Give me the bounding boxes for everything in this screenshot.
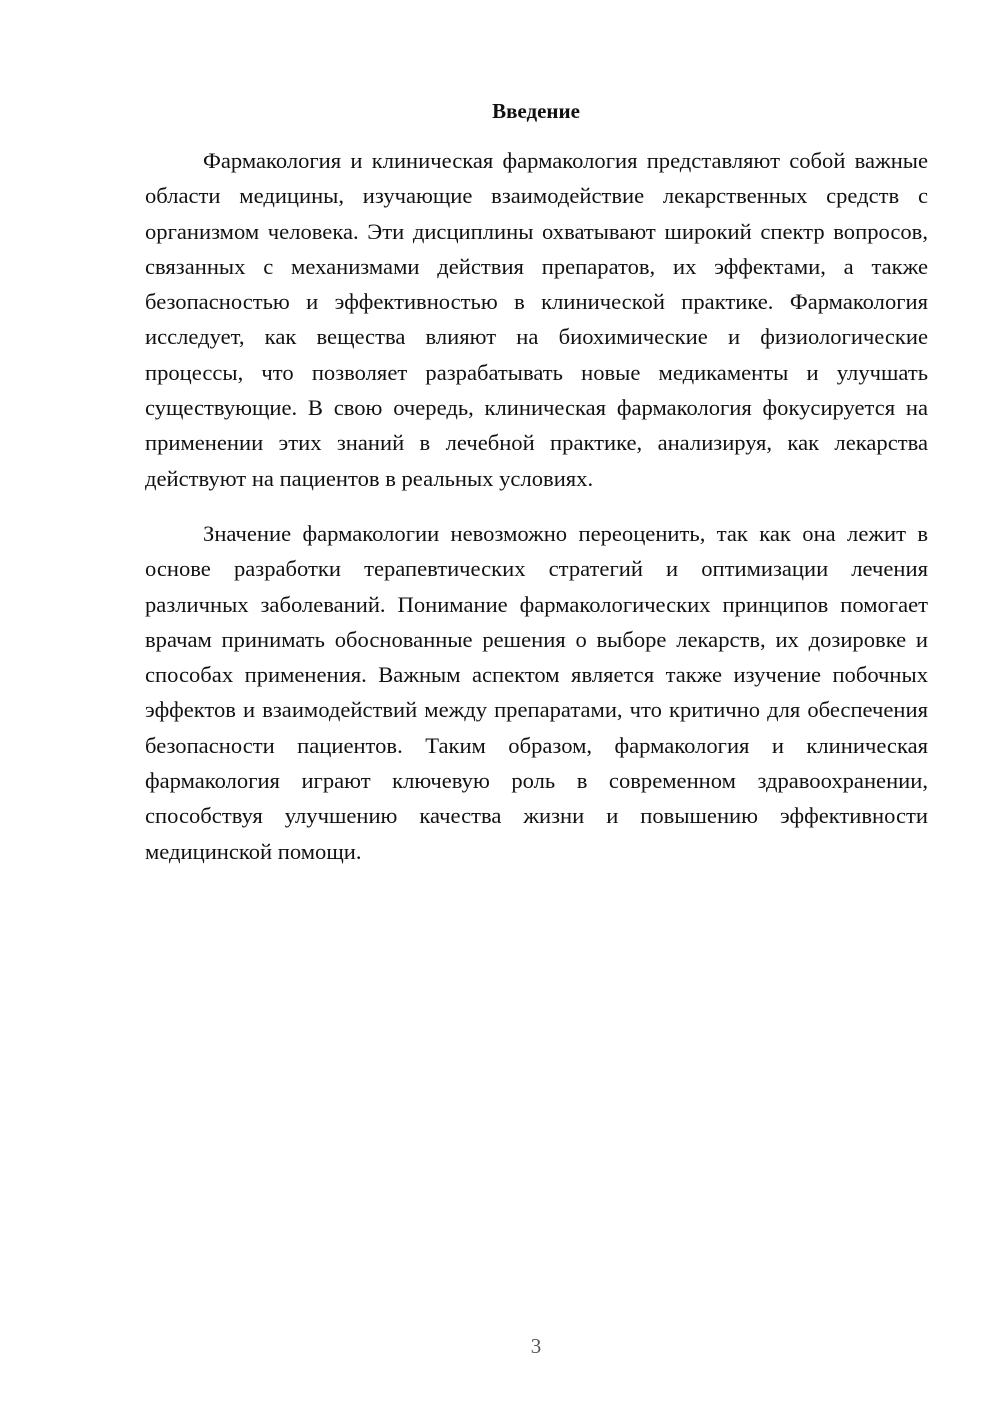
paragraph-intro: Фармакология и клиническая фармакология представляют собой важные области медицины, изучающие взаимодействие лекарственных средств с организмом человека. Эти дисциплины охватывают широкий спектр вопросов, связанных с механизмами действия препаратов, их эффектами, а также безопасностью и эффективностью в клинической практике. Фармакология исследует, как вещества влияют на биохимические и физиологические процессы, что позволяет разрабатывать новые медикаменты и улучшать существующие. В свою очередь, клиническая фармакология фокусируется на применении этих знаний в лечебной практике, анализируя, как лекарства действуют на пациентов в реальных условиях. <box>145 148 928 491</box>
section-heading: Введение <box>492 99 580 123</box>
page-number: 3 <box>530 1334 542 1358</box>
body-text <box>145 143 928 869</box>
paragraph-significance: Значение фармакологии невозможно переоценить, так как она лежит в основе разработки терапевтических стратегий и оптимизации лечения различных заболеваний. Понимание фармакологических принципов помогает врачам принимать обоснованные решения о выборе лекарств, их дозировке и способах применения. Важным аспектом является также изучение побочных эффектов и взаимодействий между препаратами, что критично для обеспечения безопасности пациентов. Таким образом, фармакология и клиническая фармакология играют ключевую роль в современном здравоохранении, способствуя улучшению качества жизни и повышению эффективности медицинской помощи. <box>145 520 928 864</box>
